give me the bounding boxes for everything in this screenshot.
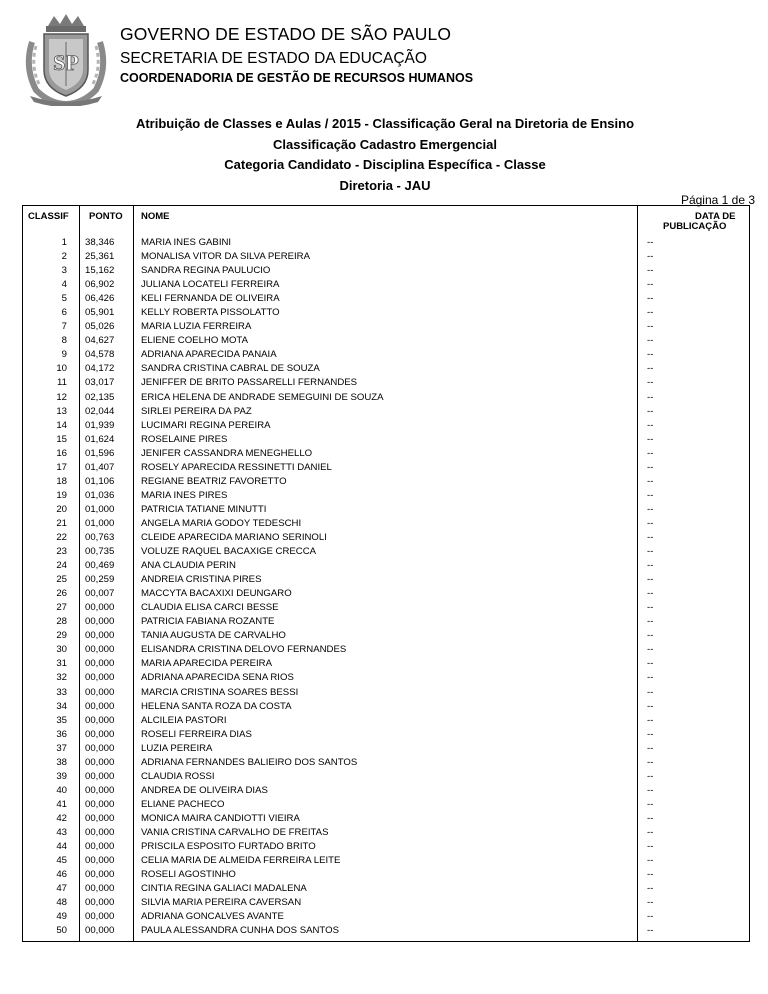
nome-cell: KELI FERNANDA DE OLIVEIRA [141, 293, 280, 305]
table-row [23, 489, 749, 503]
table-row [23, 784, 749, 798]
classif-cell: 47 [56, 883, 67, 895]
ponto-cell: 04,172 [85, 363, 115, 375]
classif-cell: 10 [56, 363, 67, 375]
classif-cell: 33 [56, 686, 67, 698]
nome-cell: ADRIANA APARECIDA PANAIA [141, 349, 277, 361]
table-row [23, 475, 749, 489]
ponto-cell: 00,000 [85, 925, 115, 937]
ponto-cell: 25,361 [85, 251, 115, 263]
table-row [23, 419, 749, 433]
data-publicacao-cell: -- [647, 728, 654, 740]
classif-cell: 36 [56, 728, 67, 740]
ponto-cell: 00,763 [85, 531, 115, 543]
table-row [23, 559, 749, 573]
ponto-cell: 00,000 [85, 826, 115, 838]
nome-cell: ANGELA MARIA GODOY TEDESCHI [141, 517, 302, 529]
report-titles [0, 114, 768, 196]
data-publicacao-cell: -- [647, 546, 654, 558]
ponto-cell: 02,135 [85, 391, 115, 403]
coordination-name: COORDENADORIA DE GESTÃO DE RECURSOS HUMANOS [120, 71, 474, 85]
nome-cell: VANIA CRISTINA CARVALHO DE FREITAS [141, 826, 329, 838]
nome-cell: MARIA APARECIDA PEREIRA [141, 658, 272, 670]
data-publicacao-cell: -- [647, 756, 654, 768]
data-publicacao-cell: -- [647, 925, 654, 937]
data-publicacao-cell: -- [647, 307, 654, 319]
data-publicacao-cell: -- [647, 293, 654, 305]
classif-cell: 16 [56, 447, 67, 459]
nome-cell: MARIA LUZIA FERREIRA [141, 321, 252, 333]
data-publicacao-cell: -- [647, 419, 654, 431]
table-row [23, 643, 749, 657]
column-header-nome: NOME [141, 211, 170, 222]
classif-cell: 39 [56, 770, 67, 782]
table-row [23, 868, 749, 882]
classif-cell: 44 [56, 841, 67, 853]
classif-cell: 28 [56, 616, 67, 628]
classif-cell: 3 [61, 265, 67, 277]
table-row [23, 826, 749, 840]
ponto-cell: 00,000 [85, 770, 115, 782]
data-publicacao-cell: -- [647, 251, 654, 263]
ponto-cell: 04,627 [85, 335, 115, 347]
column-header-data-line1: DATA DE [695, 211, 736, 222]
ponto-cell: 00,000 [85, 798, 115, 810]
table-row [23, 461, 749, 475]
table-row [23, 587, 749, 601]
nome-cell: PATRICIA FABIANA ROZANTE [141, 616, 275, 628]
ponto-cell: 01,939 [85, 419, 115, 431]
classif-cell: 1 [61, 237, 67, 248]
classif-cell: 49 [56, 911, 67, 923]
data-publicacao-cell: -- [647, 911, 654, 923]
ponto-cell: 00,000 [85, 644, 115, 656]
classif-cell: 48 [56, 897, 67, 909]
table-row [23, 391, 749, 405]
ponto-cell: 01,000 [85, 503, 115, 515]
classif-cell: 37 [56, 742, 67, 754]
ponto-cell: 00,000 [85, 616, 115, 628]
ponto-cell: 00,259 [85, 574, 115, 586]
nome-cell: SILVIA MARIA PEREIRA CAVERSAN [141, 897, 302, 909]
report-subtitle: Classificação Cadastro Emergencial [273, 136, 497, 152]
classif-cell: 6 [61, 307, 67, 319]
classif-cell: 4 [61, 279, 67, 291]
classif-cell: 18 [56, 475, 67, 487]
classif-cell: 13 [56, 405, 67, 417]
data-publicacao-cell: -- [647, 265, 654, 277]
classif-cell: 20 [56, 503, 67, 515]
data-publicacao-cell: -- [647, 700, 654, 712]
table-row [23, 854, 749, 868]
nome-cell: ELISANDRA CRISTINA DELOVO FERNANDES [141, 644, 347, 656]
ponto-cell: 02,044 [85, 405, 115, 417]
table-row [23, 292, 749, 306]
ponto-cell: 00,000 [85, 869, 115, 881]
data-publicacao-cell: -- [647, 616, 654, 628]
ponto-cell: 00,007 [85, 588, 115, 600]
ponto-cell: 00,000 [85, 700, 115, 712]
data-publicacao-cell: -- [647, 335, 654, 347]
data-publicacao-cell: -- [647, 855, 654, 867]
classif-cell: 43 [56, 826, 67, 838]
classif-cell: 42 [56, 812, 67, 824]
classif-cell: 17 [56, 461, 67, 473]
table-row [23, 629, 749, 643]
classif-cell: 34 [56, 700, 67, 712]
table-row [23, 264, 749, 278]
table-row [23, 447, 749, 461]
report-title: Atribuição de Classes e Aulas / 2015 - Classificação Geral na Diretoria de Ensino [135, 116, 635, 131]
ponto-cell: 00,000 [85, 686, 115, 698]
table-row [23, 334, 749, 348]
data-publicacao-cell: -- [647, 363, 654, 375]
classif-cell: 35 [56, 714, 67, 726]
table-row [23, 306, 749, 320]
table-row [23, 798, 749, 812]
table-row [23, 686, 749, 700]
classif-cell: 27 [56, 602, 67, 614]
nome-cell: ADRIANA FERNANDES BALIEIRO DOS SANTOS [141, 756, 358, 768]
classif-cell: 2 [61, 251, 67, 263]
ponto-cell: 05,026 [85, 321, 115, 333]
data-publicacao-cell: -- [647, 391, 654, 403]
nome-cell: MARIA INES GABINI [141, 237, 232, 248]
nome-cell: KELLY ROBERTA PISSOLATTO [141, 307, 280, 319]
classif-cell: 23 [56, 546, 67, 558]
ponto-cell: 05,901 [85, 307, 115, 319]
nome-cell: JULIANA LOCATELI FERREIRA [141, 279, 280, 291]
data-publicacao-cell: -- [647, 489, 654, 501]
data-publicacao-cell: -- [647, 798, 654, 810]
ponto-cell: 01,000 [85, 517, 115, 529]
classif-cell: 29 [56, 630, 67, 642]
table-row [23, 770, 749, 784]
nome-cell: SIRLEI PEREIRA DA PAZ [141, 405, 252, 417]
data-publicacao-cell: -- [647, 321, 654, 333]
data-publicacao-cell: -- [647, 433, 654, 445]
nome-cell: REGIANE BEATRIZ FAVORETTO [141, 475, 287, 487]
table-row [23, 657, 749, 671]
table-row [23, 236, 749, 250]
report-category: Categoria Candidato - Disciplina Específica - Classe [224, 157, 546, 172]
nome-cell: PATRICIA TATIANE MINUTTI [141, 503, 267, 515]
table-row [23, 503, 749, 517]
nome-cell: CELIA MARIA DE ALMEIDA FERREIRA LEITE [141, 855, 341, 867]
data-publicacao-cell: -- [647, 770, 654, 782]
ponto-cell: 04,578 [85, 349, 115, 361]
ponto-cell: 00,735 [85, 546, 115, 558]
nome-cell: LUCIMARI REGINA PEREIRA [141, 419, 271, 431]
classif-cell: 15 [56, 433, 67, 445]
data-publicacao-cell: -- [647, 672, 654, 684]
nome-cell: ANDREA DE OLIVEIRA DIAS [141, 784, 268, 796]
nome-cell: MARIA INES PIRES [141, 489, 228, 501]
table-row [23, 896, 749, 910]
nome-cell: ANA CLAUDIA PERIN [141, 560, 236, 572]
ponto-cell: 00,469 [85, 560, 115, 572]
ponto-cell: 00,000 [85, 784, 115, 796]
nome-cell: CLEIDE APARECIDA MARIANO SERINOLI [141, 531, 327, 543]
nome-cell: CLAUDIA ROSSI [141, 770, 215, 782]
table-row [23, 573, 749, 587]
nome-cell: JENIFFER DE BRITO PASSARELLI FERNANDES [141, 377, 358, 389]
ponto-cell: 00,000 [85, 602, 115, 614]
nome-cell: SANDRA CRISTINA CABRAL DE SOUZA [141, 363, 320, 375]
classif-cell: 45 [56, 855, 67, 867]
nome-cell: ROSELY APARECIDA RESSINETTI DANIEL [141, 461, 332, 473]
data-publicacao-cell: -- [647, 560, 654, 572]
classif-cell: 40 [56, 784, 67, 796]
nome-cell: VOLUZE RAQUEL BACAXIGE CRECCA [141, 546, 317, 558]
nome-cell: MARCIA CRISTINA SOARES BESSI [141, 686, 299, 698]
data-publicacao-cell: -- [647, 531, 654, 543]
ponto-cell: 06,902 [85, 279, 115, 291]
nome-cell: ANDREIA CRISTINA PIRES [141, 574, 262, 586]
data-publicacao-cell: -- [647, 461, 654, 473]
ponto-cell: 00,000 [85, 728, 115, 740]
data-publicacao-cell: -- [647, 714, 654, 726]
table-row [23, 756, 749, 770]
ponto-cell: 00,000 [85, 630, 115, 642]
classif-cell: 5 [61, 293, 67, 305]
page-indicator: Página 1 de 3 [680, 193, 755, 207]
nome-cell: ADRIANA APARECIDA SENA RIOS [141, 672, 294, 684]
data-publicacao-cell: -- [647, 742, 654, 754]
report-directorate: Diretoria - JAU [339, 177, 431, 193]
ponto-cell: 03,017 [85, 377, 115, 389]
table-row [23, 278, 749, 292]
ponto-cell: 01,624 [85, 433, 115, 445]
nome-cell: HELENA SANTA ROZA DA COSTA [141, 700, 292, 712]
data-publicacao-cell: -- [647, 475, 654, 487]
table-row [23, 840, 749, 854]
ponto-cell: 00,000 [85, 897, 115, 909]
government-name: GOVERNO DE ESTADO DE SÃO PAULO [120, 24, 452, 44]
classif-cell: 22 [56, 531, 67, 543]
nome-cell: PAULA ALESSANDRA CUNHA DOS SANTOS [141, 925, 339, 937]
data-publicacao-cell: -- [647, 897, 654, 909]
data-publicacao-cell: -- [647, 644, 654, 656]
ponto-cell: 00,000 [85, 714, 115, 726]
table-row [23, 320, 749, 334]
table-header [23, 206, 749, 233]
classification-table [22, 205, 750, 942]
data-publicacao-cell: -- [647, 883, 654, 895]
ponto-cell: 00,000 [85, 658, 115, 670]
classif-cell: 38 [56, 756, 67, 768]
column-header-data-line2: PUBLICAÇÃO [663, 221, 727, 232]
classif-cell: 8 [61, 335, 67, 347]
ponto-cell: 00,000 [85, 883, 115, 895]
ponto-cell: 06,426 [85, 293, 115, 305]
table-row [23, 910, 749, 924]
data-publicacao-cell: -- [647, 784, 654, 796]
ponto-cell: 01,407 [85, 461, 115, 473]
table-row [23, 531, 749, 545]
classif-cell: 7 [61, 321, 67, 333]
ponto-cell: 01,106 [85, 475, 115, 487]
nome-cell: ROSELAINE PIRES [141, 433, 228, 445]
nome-cell: MONALISA VITOR DA SILVA PEREIRA [141, 251, 311, 263]
ponto-cell: 01,596 [85, 447, 115, 459]
table-row [23, 714, 749, 728]
nome-cell: ADRIANA GONCALVES AVANTE [141, 911, 284, 923]
table-row [23, 728, 749, 742]
nome-cell: ELIENE COELHO MOTA [141, 335, 248, 347]
table-row [23, 882, 749, 896]
data-publicacao-cell: -- [647, 517, 654, 529]
ponto-cell: 00,000 [85, 672, 115, 684]
classif-cell: 31 [56, 658, 67, 670]
logo-lettering: SP [53, 50, 79, 75]
secretariat-name: SECRETARIA DE ESTADO DA EDUCAÇÃO [120, 50, 427, 67]
classif-cell: 30 [56, 644, 67, 656]
nome-cell: SANDRA REGINA PAULUCIO [141, 265, 271, 277]
classif-cell: 46 [56, 869, 67, 881]
nome-cell: CLAUDIA ELISA CARCI BESSE [141, 602, 279, 614]
nome-cell: CINTIA REGINA GALIACI MADALENA [141, 883, 307, 895]
nome-cell: ERICA HELENA DE ANDRADE SEMEGUINI DE SOUZA [141, 391, 384, 403]
data-publicacao-cell: -- [647, 588, 654, 600]
nome-cell: PRISCILA ESPOSITO FURTADO BRITO [141, 841, 316, 853]
data-publicacao-cell: -- [647, 658, 654, 670]
ponto-cell: 00,000 [85, 812, 115, 824]
data-publicacao-cell: -- [647, 503, 654, 515]
nome-cell: ROSELI AGOSTINHO [141, 869, 236, 881]
table-row [23, 348, 749, 362]
nome-cell: ELIANE PACHECO [141, 798, 225, 810]
data-publicacao-cell: -- [647, 279, 654, 291]
classif-cell: 11 [57, 377, 67, 389]
classif-cell: 32 [56, 672, 67, 684]
table-row [23, 517, 749, 531]
data-publicacao-cell: -- [647, 812, 654, 824]
ponto-cell: 15,162 [85, 265, 115, 277]
table-row [23, 615, 749, 629]
data-publicacao-cell: -- [647, 630, 654, 642]
data-publicacao-cell: -- [647, 826, 654, 838]
data-publicacao-cell: -- [647, 841, 654, 853]
data-publicacao-cell: -- [647, 447, 654, 459]
classif-cell: 50 [56, 925, 67, 937]
classif-cell: 19 [56, 489, 67, 501]
table-row [23, 362, 749, 376]
nome-cell: ROSELI FERREIRA DIAS [141, 728, 252, 740]
nome-cell: TANIA AUGUSTA DE CARVALHO [141, 630, 286, 642]
data-publicacao-cell: -- [647, 237, 654, 248]
ponto-cell: 00,000 [85, 841, 115, 853]
data-publicacao-cell: -- [647, 377, 654, 389]
data-publicacao-cell: -- [647, 686, 654, 698]
ponto-cell: 00,000 [85, 855, 115, 867]
table-row [23, 376, 749, 390]
data-publicacao-cell: -- [647, 349, 654, 361]
table-row [23, 601, 749, 615]
data-publicacao-cell: -- [647, 869, 654, 881]
table-row [23, 924, 749, 938]
column-header-ponto: PONTO [89, 211, 123, 222]
data-publicacao-cell: -- [647, 405, 654, 417]
classif-cell: 14 [56, 419, 67, 431]
table-row [23, 700, 749, 714]
nome-cell: JENIFER CASSANDRA MENEGHELLO [141, 447, 313, 459]
classif-cell: 26 [56, 588, 67, 600]
table-row [23, 812, 749, 826]
classif-cell: 41 [56, 798, 67, 810]
classif-cell: 25 [56, 574, 67, 586]
ponto-cell: 00,000 [85, 742, 115, 754]
classif-cell: 12 [56, 391, 67, 403]
table-row [23, 250, 749, 264]
ponto-cell: 00,000 [85, 756, 115, 768]
ponto-cell: 00,000 [85, 911, 115, 923]
nome-cell: MONICA MAIRA CANDIOTTI VIEIRA [141, 812, 300, 824]
column-header-classif: CLASSIF [28, 211, 69, 222]
table-row [23, 742, 749, 756]
nome-cell: LUZIA PEREIRA [141, 742, 213, 754]
ponto-cell: 01,036 [85, 489, 115, 501]
classif-cell: 24 [56, 560, 67, 572]
table-row [23, 433, 749, 447]
table-row [23, 545, 749, 559]
sao-paulo-coat-of-arms-logo [22, 12, 110, 106]
table-row [23, 405, 749, 419]
nome-cell: MACCYTA BACAXIXI DEUNGARO [141, 588, 292, 600]
classif-cell: 21 [56, 517, 67, 529]
table-body [23, 236, 749, 938]
ponto-cell: 38,346 [85, 237, 115, 248]
data-publicacao-cell: -- [647, 574, 654, 586]
nome-cell: ALCILEIA PASTORI [141, 714, 227, 726]
table-row [23, 671, 749, 685]
data-publicacao-cell: -- [647, 602, 654, 614]
classif-cell: 9 [61, 349, 67, 361]
